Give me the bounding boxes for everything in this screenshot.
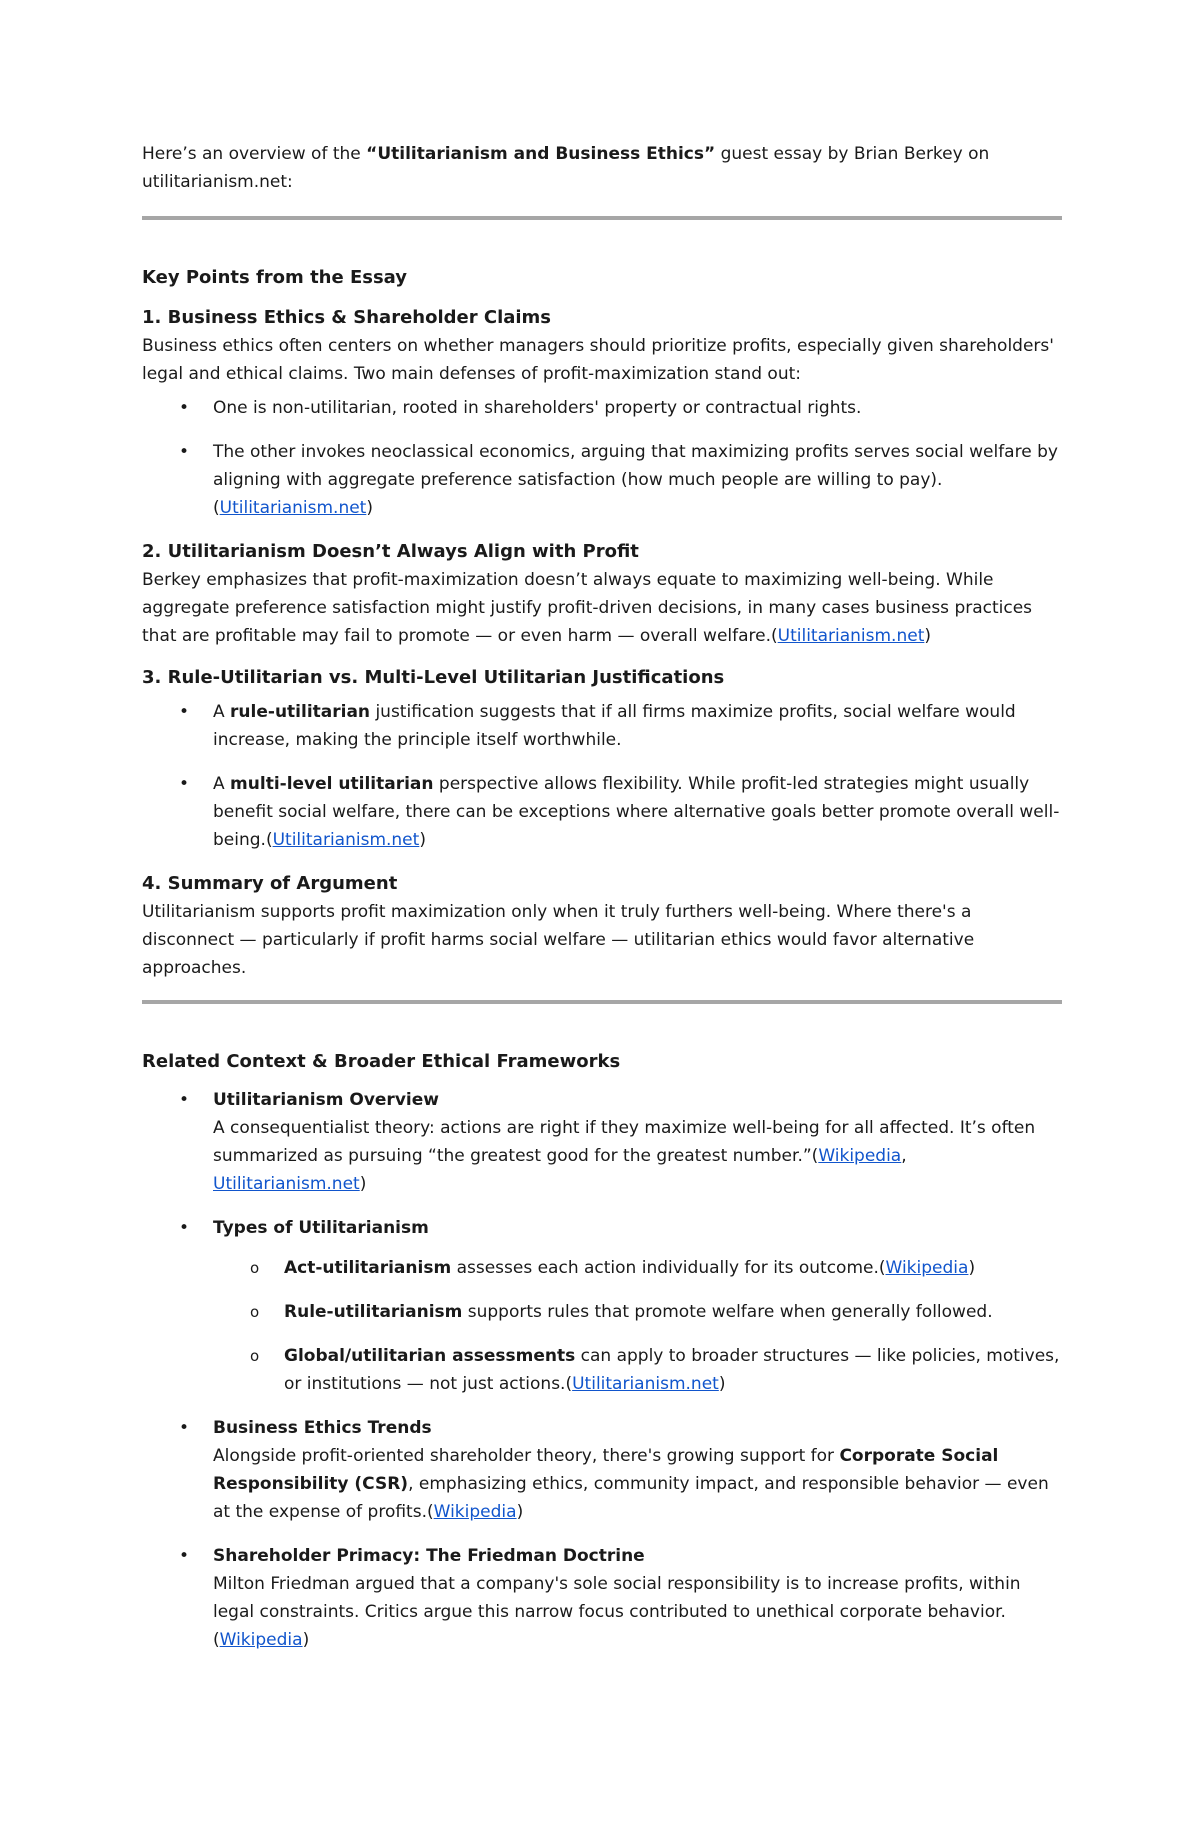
source-link-utilitarianism[interactable]: Utilitarianism.net <box>572 1374 719 1394</box>
horizontal-divider <box>142 216 1062 220</box>
source-link-utilitarianism[interactable]: Utilitarianism.net <box>272 830 420 850</box>
list-item <box>213 1086 1062 1198</box>
sub-item-text: supports rules that promote welfare when generally followed. <box>462 1302 993 1322</box>
paren-open: ( <box>265 830 273 850</box>
paren-close: ) <box>718 1374 726 1394</box>
paren-close: ) <box>419 830 426 850</box>
sub-list-item <box>284 1298 1062 1326</box>
horizontal-divider <box>142 1000 1062 1004</box>
list-item-text: justification suggests that if all firms maximize profits, social welfare would increase, making the principle itself worthwhile. <box>213 702 1016 750</box>
source-link-utilitarianism[interactable]: Utilitarianism.net <box>219 498 367 518</box>
term-global-assessments: Global/utilitarian assessments <box>284 1346 576 1366</box>
trends-text: Alongside profit-oriented shareholder theory, there's growing support for <box>213 1446 840 1466</box>
section-2-body: Berkey emphasizes that profit-maximization doesn’t always equate to maximizing well-being. While aggregate preference satisfaction might justify profit-driven decisions, in many cases business practices that are profitable may fail to promote — or even harm — overall welfare. <box>142 570 1033 646</box>
overview-title: Utilitarianism Overview <box>213 1090 439 1110</box>
list-item-text: perspective allows flexibility. While profit-led strategies might usually benefit social welfare, there can be exceptions where alternative goals better promote overall well-being. <box>213 774 1060 850</box>
trends-text-end: , emphasizing ethics, community impact, and responsible behavior — even at the expense of profits. <box>213 1474 1049 1522</box>
types-sublist <box>213 1254 1062 1398</box>
related-list <box>142 1086 1062 1654</box>
list-item <box>213 1542 1062 1654</box>
paren-open: ( <box>811 1146 819 1166</box>
term-multi-level-utilitarian: multi-level utilitarian <box>230 774 434 794</box>
section-1-list <box>142 394 1062 522</box>
list-item-text: One is non-utilitarian, rooted in shareholders' property or contractual rights. <box>213 398 862 418</box>
term-act-utilitarianism: Act-utilitarianism <box>284 1258 452 1278</box>
intro-text-end: guest essay by Brian Berkey on utilitarianism.net: <box>142 144 990 192</box>
paren-open: ( <box>213 1630 220 1650</box>
paren-open: ( <box>771 626 778 646</box>
separator: , <box>901 1146 907 1166</box>
source-link-utilitarianism[interactable]: Utilitarianism.net <box>213 1174 360 1194</box>
paren-open: ( <box>878 1258 886 1278</box>
paren-open: ( <box>427 1502 434 1522</box>
term-rule-utilitarian: rule-utilitarian <box>230 702 371 722</box>
section-1-heading: 1. Business Ethics & Shareholder Claims <box>142 307 552 328</box>
list-item <box>213 698 1062 754</box>
intro-text: Here’s an overview of the <box>142 144 367 164</box>
section-3-heading: 3. Rule-Utilitarian vs. Multi-Level Utilitarian Justifications <box>142 667 725 688</box>
list-item <box>213 438 1062 522</box>
source-link-wikipedia[interactable]: Wikipedia <box>818 1146 902 1166</box>
paren-open: ( <box>565 1374 573 1394</box>
source-link-utilitarianism[interactable]: Utilitarianism.net <box>777 626 925 646</box>
types-title: Types of Utilitarianism <box>213 1218 429 1238</box>
term-csr: Corporate Social Responsibility (CSR) <box>213 1446 999 1494</box>
list-item-text: A <box>213 774 231 794</box>
related-heading: Related Context & Broader Ethical Frameworks <box>142 1051 621 1072</box>
list-item <box>213 1214 1062 1398</box>
source-link-wikipedia[interactable]: Wikipedia <box>219 1630 303 1650</box>
list-item-text: The other invokes neoclassical economics, arguing that maximizing profits serves social welfare by aligning with aggregate preference satisfaction (how much people are willing to pay). <box>213 442 1058 490</box>
list-item <box>213 1414 1062 1526</box>
list-item-text: A <box>213 702 231 722</box>
overview-text: A consequentialist theory: actions are right if they maximize well-being for all affected. It’s often summarized as pursuing “the greatest good for the greatest number.” <box>213 1118 1036 1166</box>
paren-close: ) <box>359 1174 367 1194</box>
sub-item-text: can apply to broader structures — like policies, motives, or institutions — not just actions. <box>284 1346 1060 1394</box>
essay-title: “Utilitarianism and Business Ethics” <box>366 144 716 164</box>
paren-close: ) <box>924 626 932 646</box>
paren-close: ) <box>366 498 373 518</box>
key-points-heading: Key Points from the Essay <box>142 267 408 288</box>
sub-list-item <box>284 1254 1062 1282</box>
section-2-heading: 2. Utilitarianism Doesn’t Always Align with Profit <box>142 541 639 562</box>
section-4-heading: 4. Summary of Argument <box>142 873 398 894</box>
list-item <box>213 770 1062 854</box>
section-1-text: Business ethics often centers on whether managers should prioritize profits, especially given shareholders' legal and ethical claims. Two main defenses of profit-maximization stand out: <box>142 336 1054 384</box>
section-2-text <box>142 566 1062 650</box>
source-link-wikipedia[interactable]: Wikipedia <box>885 1258 969 1278</box>
section-4-text: Utilitarianism supports profit maximization only when it truly furthers well-being. Where there's a disconnect — particularly if profit harms social welfare — utilitarian ethics would favor alternative approaches. <box>142 902 975 978</box>
friedman-title: Shareholder Primacy: The Friedman Doctrine <box>213 1546 645 1566</box>
intro-paragraph <box>142 140 1062 196</box>
list-item <box>213 394 1062 422</box>
paren-open: ( <box>213 498 220 518</box>
sub-item-text: assesses each action individually for its outcome. <box>451 1258 879 1278</box>
friedman-text: Milton Friedman argued that a company's sole social responsibility is to increase profits, within legal constraints. Critics argue this narrow focus contributed to unethical corporate behavior. <box>213 1574 1021 1622</box>
trends-title: Business Ethics Trends <box>213 1418 432 1438</box>
paren-close: ) <box>302 1630 310 1650</box>
paren-close: ) <box>516 1502 524 1522</box>
source-link-wikipedia[interactable]: Wikipedia <box>433 1502 517 1522</box>
document-body <box>142 140 1062 1670</box>
sub-list-item <box>284 1342 1062 1398</box>
term-rule-utilitarianism: Rule-utilitarianism <box>284 1302 463 1322</box>
paren-close: ) <box>968 1258 976 1278</box>
section-3-list <box>142 698 1062 854</box>
